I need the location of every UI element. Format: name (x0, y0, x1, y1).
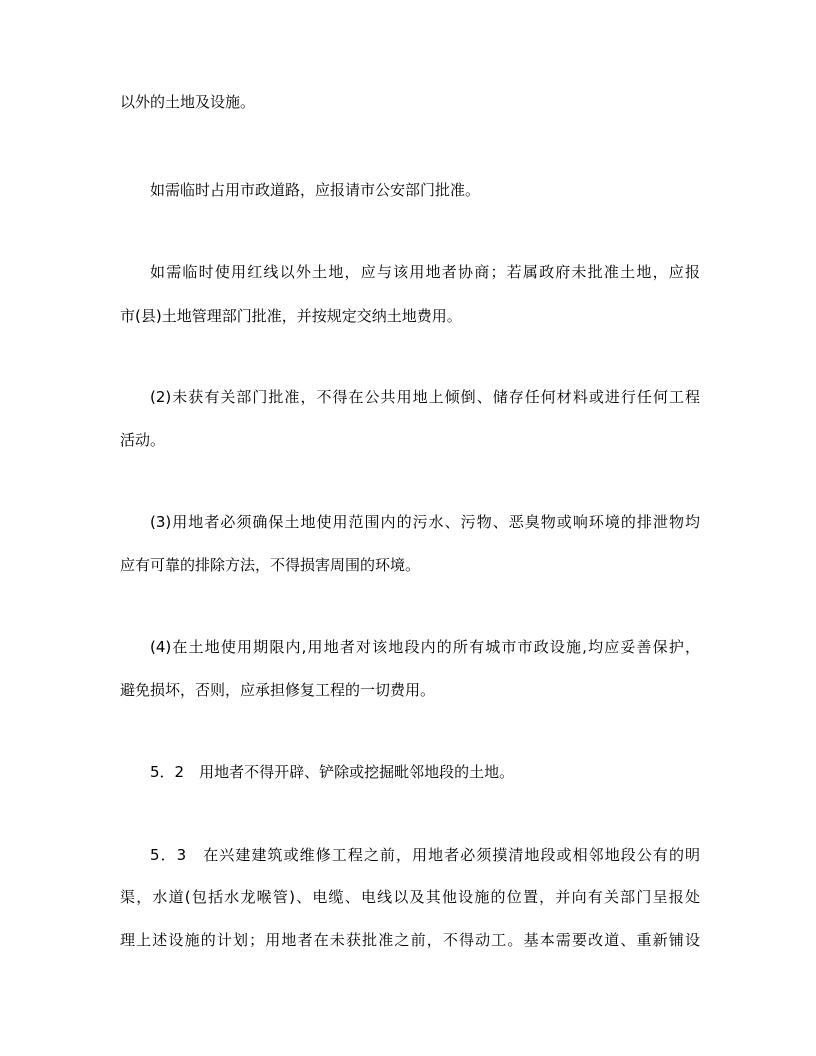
paragraph-line: 如需临时使用红线以外土地，应与该用地者协商；若属政府未批准土地，应报 (150, 263, 700, 281)
paragraph-line: (2)未获有关部门批准，不得在公共用地上倾倒、储存任何材料或进行任何工程 (150, 388, 700, 406)
text-line: 应有可靠的排除方法，不得损害周围的环境。 (120, 556, 421, 574)
text-line: 市(县)土地管理部门批准，并按规定交纳土地费用。 (120, 307, 462, 325)
text-line: 活动。 (120, 431, 166, 449)
section-line: 5．3 在兴建建筑或维修工程之前，用地者必须摸清地段或相邻地段公有的明 (150, 846, 700, 864)
text-line: 以外的土地及设施。 (120, 93, 256, 111)
text-line: 渠，水道(包括水龙喉管)、电缆、电线以及其他设施的位置，并向有关部门呈报处 (120, 888, 700, 906)
paragraph-line: (4)在土地使用期限内,用地者对该地段内的所有城市市政设施,均应妥善保护， (150, 638, 700, 656)
paragraph-line: 如需临时占用市政道路，应报请市公安部门批准。 (150, 181, 481, 199)
section-line: 5．2 用地者不得开辟、铲除或挖掘毗邻地段的土地。 (150, 763, 515, 781)
paragraph-line: (3)用地者必须确保土地使用范围内的污水、污物、恶臭物或响环境的排泄物均 (150, 513, 700, 531)
text-line: 理上述设施的计划；用地者在未获批准之前，不得动工。基本需要改道、重新铺设 (120, 931, 700, 949)
text-line: 避免损坏，否则，应承担修复工程的一切费用。 (120, 681, 436, 699)
